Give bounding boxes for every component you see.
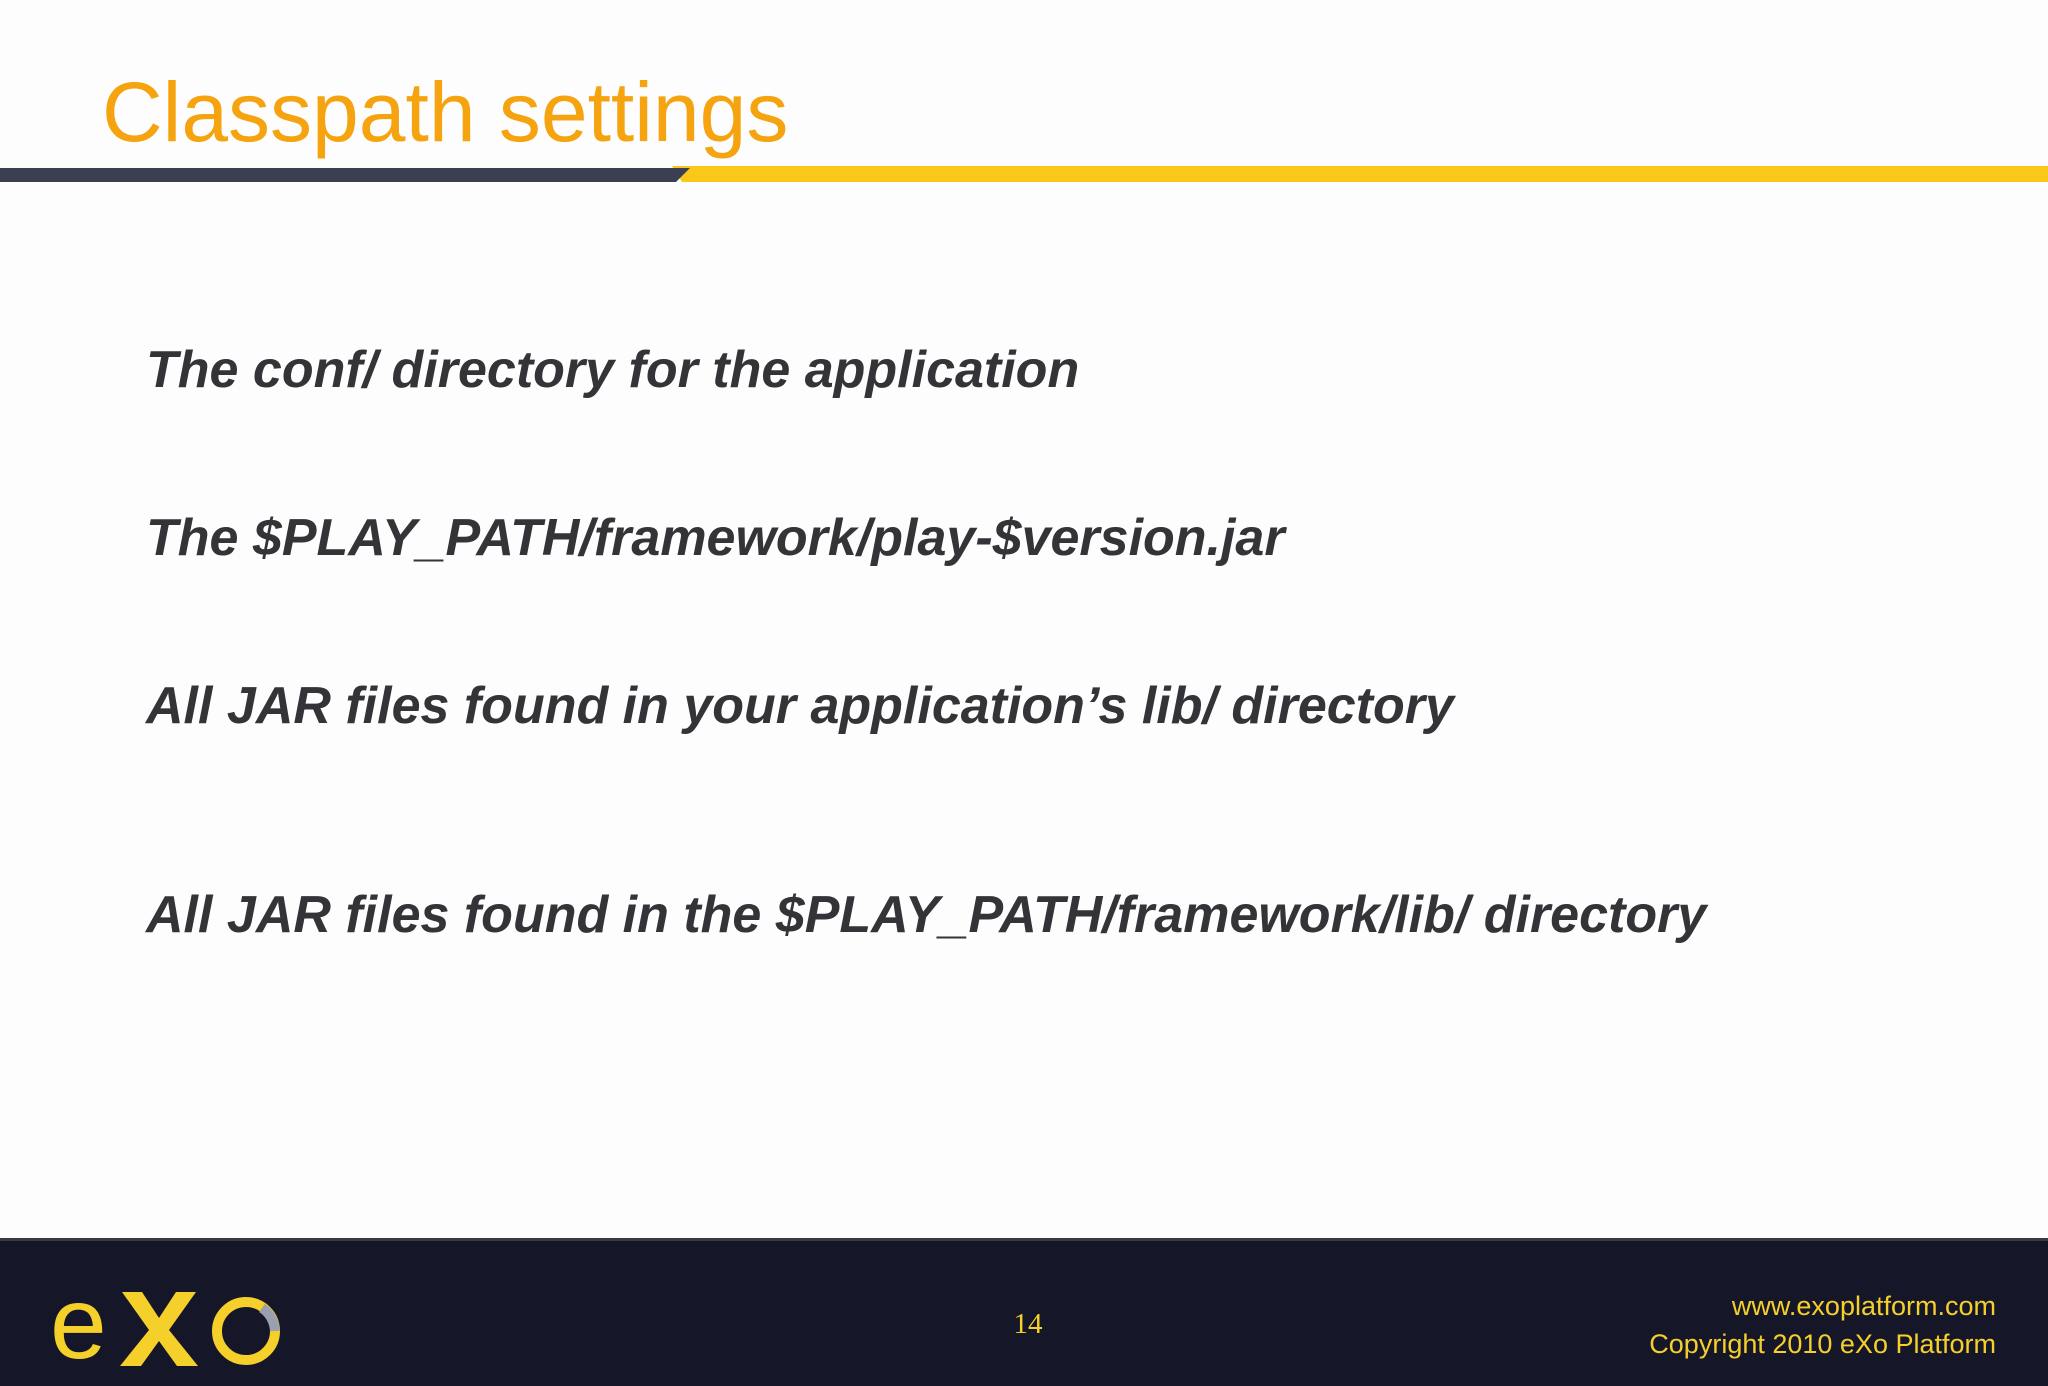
logo-x — [120, 1292, 198, 1366]
logo-e: e — [50, 1278, 107, 1368]
website-link[interactable]: www.exoplatform.com — [1731, 1291, 1996, 1321]
exo-logo — [48, 1278, 288, 1368]
logo-o-swirl — [262, 1308, 275, 1331]
bullet-item: All JAR files found in your application’s lib/ directory — [146, 677, 1454, 735]
slide-footer — [0, 1238, 2048, 1386]
bullet-item: The $PLAY_PATH/framework/play-$version.jar — [146, 509, 1285, 567]
bullet-item: The conf/ directory for the application — [146, 341, 1080, 399]
bullet-item: All JAR files found in the $PLAY_PATH/framework/lib/ directory — [146, 886, 1707, 944]
slide-title: Classpath settings — [102, 65, 789, 159]
page-number: 14 — [1013, 1308, 1043, 1340]
copyright-text: Copyright 2010 eXo Platform — [1649, 1329, 1996, 1359]
footer-info — [1649, 1287, 1996, 1363]
